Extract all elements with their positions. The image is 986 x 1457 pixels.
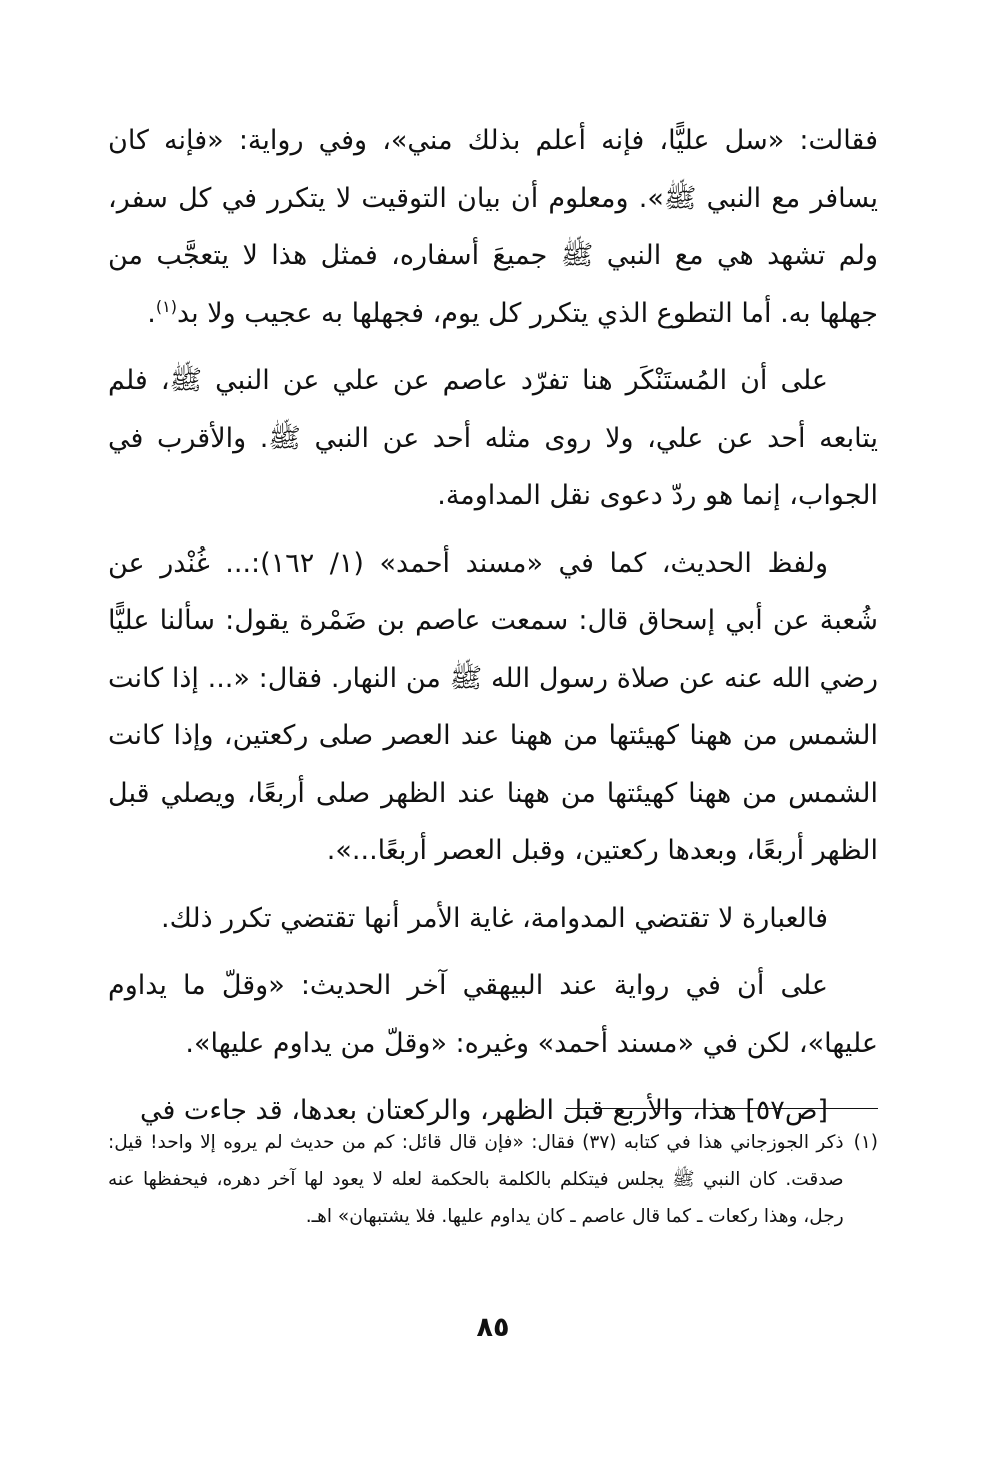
footnote-number: (١) [853, 1132, 878, 1153]
main-text [108, 112, 878, 1150]
paragraph-5: على أن في رواية عند البيهقي آخر الحديث: «وقلّ ما يداوم عليها»، لكن في «مسند أحمد» وغيره: «وقلّ من يداوم عليها». [108, 970, 878, 1059]
paragraph-1-text: فقالت: «سل عليًّا، فإنه أعلم بذلك مني»، وفي رواية: «فإنه كان يسافر مع النبي ﷺ». ومعلوم أن بيان التوقيت لا يتكرر في كل سفر، ولم تشهد هي مع النبي ﷺ جميعَ أسفاره، فمثل هذا لا يتعجَّب من جهلها به. أما التطوع الذي يتكرر كل يوم، فجهلها به عجيب ولا بد [108, 125, 878, 329]
footnote-reference: (١) [155, 296, 177, 316]
footnote-text: ذكر الجوزجاني هذا في كتابه (٣٧) فقال: «فإن قال قائل: كم من حديث لم يروه إلا واحد! قيل: صدقت. كان النبي ﷺ يجلس فيتكلم بالكلمة بالحكمة لعله لا يعود لها آخر دهره، فيحفظها عنه رجل، وهذا ركعات ـ كما قال عاصم ـ كان يداوم عليها. فلا يشتبهان» اهـ. [108, 1132, 844, 1227]
footnotes [108, 1124, 878, 1235]
paragraph-2: على أن المُستَنْكَر هنا تفرّد عاصم عن علي عن النبي ﷺ، فلم يتابعه أحد عن علي، ولا روى مثله أحد عن النبي ﷺ. والأقرب في الجواب، إنما هو ردّ دعوى نقل المداومة. [108, 365, 878, 511]
paragraph-1 [108, 112, 878, 342]
paragraph-3: ولفظ الحديث، كما في «مسند أحمد» (١/ ١٦٢):... غُنْدر عن شُعبة عن أبي إسحاق قال: سمعت عاصم بن ضَمْرة يقول: سألنا عليًّا رضي الله عنه عن صلاة رسول الله ﷺ من النهار. فقال: «... إذا كانت الشمس من ههنا كهيئتها من ههنا عند العصر صلى ركعتين، وإذا كانت الشمس من ههنا كهيئتها من ههنا عند الظهر صلى أربعًا، ويصلي قبل الظهر أربعًا، وبعدها ركعتين، وقبل العصر أربعًا...». [108, 547, 878, 866]
paragraph-4: فالعبارة لا تقتضي المدوامة، غاية الأمر أنها تقتضي تكرر ذلك. [161, 902, 828, 934]
paragraph-6: [ص٥٧] هذا، والأربع قبل الظهر، والركعتان بعدها، قد جاءت في [139, 1095, 828, 1126]
page-number: ٨٥ [476, 1312, 510, 1343]
footnote-item [108, 1124, 878, 1235]
footnote-divider [566, 1108, 878, 1109]
paragraph-1-end: . [147, 297, 156, 329]
